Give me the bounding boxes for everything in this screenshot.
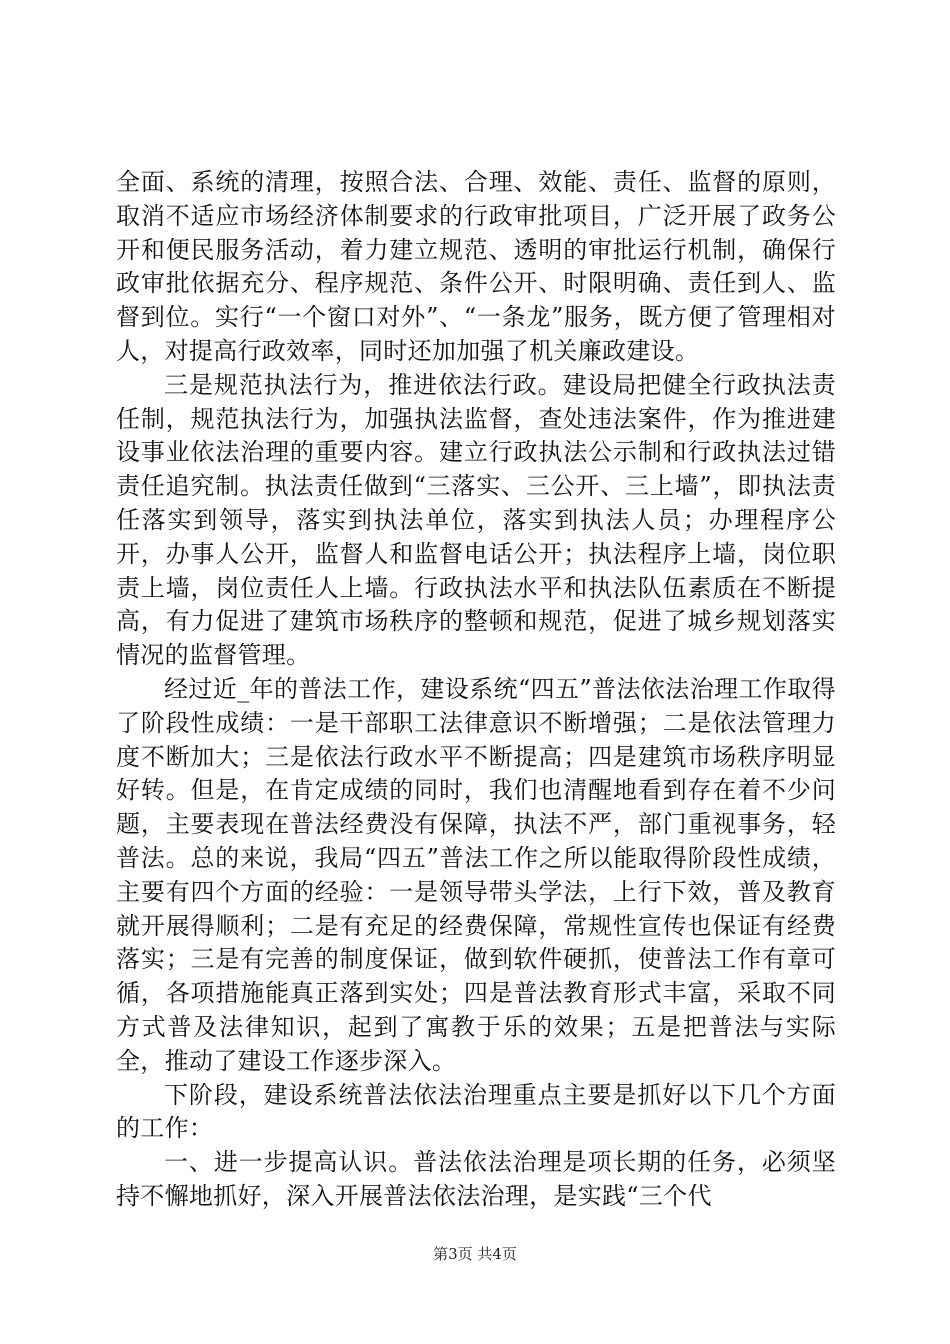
paragraph-law-enforcement: 三是规范执法行为，推进依法行政。建设局把健全行政执法责任制，规范执法行为，加强执法监督，查处违法案件，作为推进建设事业依法治理的重要内容。建立行政执法公示制和行政执法过错责任追究制。执法责任做到“三落实、三公开、三上墙”，即执法责任落实到领导，落实到执法单位，落实到执法人员；办理程序公开，办事人公开，监督人和监督电话公开；执法程序上墙，岗位职责上墙，岗位责任人上墙。行政执法水平和执法队伍素质在不断提高，有力促进了建筑市场秩序的整顿和规范，促进了城乡规划落实情况的监督管理。 [116,370,836,670]
paragraph-achievements: 经过近_年的普法工作，建设系统“四五”普法依法治理工作取得了阶段性成绩：一是干部职工法律意识不断增强；二是依法管理力度不断加大；三是依法行政水平不断提高；四是建筑市场秩序明显好转。但是，在肯定成绩的同时，我们也清醒地看到存在着不少问题，主要表现在普法经费没有保障，执法不严，部门重视事务，轻普法。总的来说，我局“四五”普法工作之所以能取得阶段性成绩，主要有四个方面的经验：一是领导带头学法，上行下效，普及教育就开展得顺利；二是有充足的经费保障，常规性宣传也保证有经费落实；三是有完善的制度保证，做到软件硬抓，使普法工作有章可循，各项措施能真正落到实处；四是普法教育形式丰富，采取不同方式普及法律知识，起到了寓教于乐的效果；五是把普法与实际全，推动了建设工作逐步深入。 [116,674,836,1075]
page-number-footer: 第3页 共4页 [433,1245,517,1263]
paragraph-continuation: 全面、系统的清理，按照合法、合理、效能、责任、监督的原则，取消不适应市场经济体制要求的行政审批项目，广泛开展了政务公开和便民服务活动，着力建立规范、透明的审批运行机制，确保行政审批依据充分、程序规范、条件公开、时限明确、责任到人、监督到位。实行“一个窗口对外”、“一条龙”服务，既方便了管理相对人，对提高行政效率，同时还加加强了机关廉政建设。 [116,168,836,365]
paragraph-point-one: 一、进一步提高认识。普法依法治理是项长期的任务，必须坚持不懈地抓好，深入开展普法依法治理，是实践“三个代 [116,1148,836,1210]
document-body [116,166,836,1214]
paragraph-next-stage: 下阶段，建设系统普法依法治理重点主要是抓好以下几个方面的工作： [116,1080,836,1143]
